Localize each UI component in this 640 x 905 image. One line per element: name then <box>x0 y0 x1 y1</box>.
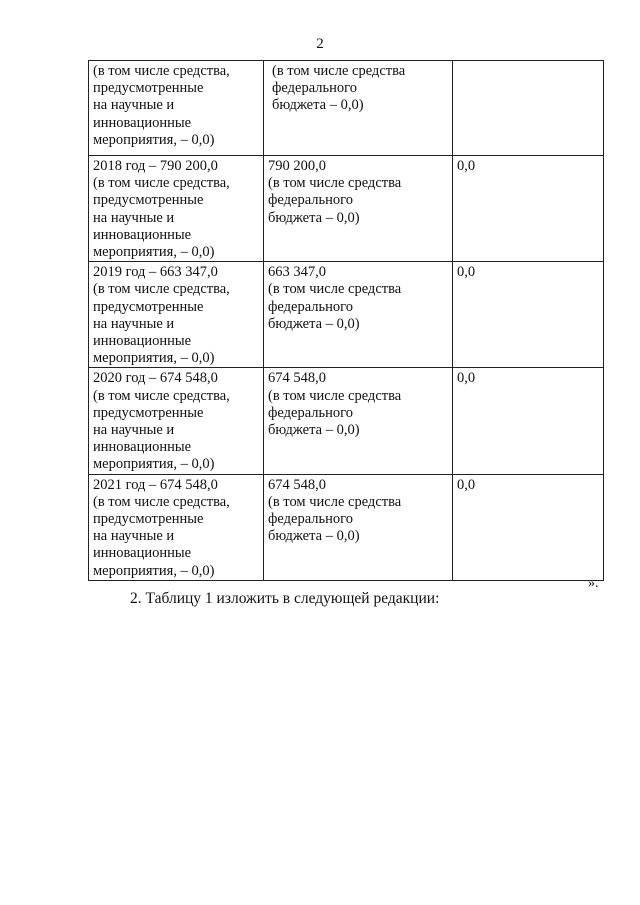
cell-line: (в том числе средства <box>268 175 402 192</box>
cell-line: на научные и <box>93 528 175 545</box>
cell-line: на научные и <box>93 97 175 114</box>
cell-line: на научные и <box>93 209 175 226</box>
cell-line: предусмотренные <box>93 298 204 315</box>
other-sources-cell <box>453 156 604 262</box>
total-amount-cell <box>89 368 264 474</box>
cell-line: предусмотренные <box>93 80 204 97</box>
cell-line: 0,0 <box>457 264 476 281</box>
table-row <box>89 368 604 474</box>
cell-line: 2021 год – 674 548,0 <box>93 476 218 493</box>
cell-line: мероприятия, – 0,0) <box>93 562 215 579</box>
federal-budget-cell <box>264 156 453 262</box>
table-row <box>89 262 604 368</box>
cell-line: (в том числе средства, <box>93 493 230 510</box>
cell-line: (в том числе средства, <box>93 175 230 192</box>
cell-line: предусмотренные <box>93 511 204 528</box>
other-sources-cell <box>453 61 604 156</box>
cell-line: 0,0 <box>457 370 476 387</box>
cell-line: бюджета – 0,0) <box>268 209 360 226</box>
cell-line: 2019 год – 663 347,0 <box>93 264 218 281</box>
total-amount-cell <box>89 474 264 580</box>
table-row <box>89 474 604 580</box>
cell-line: на научные и <box>93 315 175 332</box>
cell-line: инновационные <box>93 226 192 243</box>
federal-budget-cell <box>264 474 453 580</box>
table-row <box>89 156 604 262</box>
cell-line: 2020 год – 674 548,0 <box>93 370 218 387</box>
page-number: 2 <box>316 36 324 52</box>
cell-line: 0,0 <box>457 158 476 174</box>
cell-line: инновационные <box>93 333 192 350</box>
other-sources-cell <box>453 368 604 474</box>
cell-line: федерального <box>268 511 353 528</box>
other-sources-cell <box>453 474 604 580</box>
cell-line: мероприятия, – 0,0) <box>93 456 215 473</box>
funding-table-body <box>89 61 604 581</box>
cell-line: 674 548,0 <box>268 370 326 387</box>
cell-line: (в том числе средства <box>268 387 402 404</box>
cell-line: федерального <box>268 192 353 209</box>
cell-line: мероприятия, – 0,0) <box>93 350 215 367</box>
cell-line: бюджета – 0,0) <box>268 315 360 332</box>
federal-budget-cell <box>264 61 453 156</box>
cell-line: предусмотренные <box>93 404 204 421</box>
funding-table <box>88 60 604 581</box>
cell-line: инновационные <box>93 545 192 562</box>
cell-line: (в том числе средства <box>268 281 402 298</box>
cell-line: бюджета – 0,0) <box>268 528 360 545</box>
cell-line: мероприятия, – 0,0) <box>93 244 215 261</box>
cell-line: на научные и <box>93 422 175 439</box>
cell-line: 663 347,0 <box>268 264 326 281</box>
total-amount-cell <box>89 262 264 368</box>
total-amount-cell <box>89 156 264 262</box>
cell-line: федерального <box>268 404 353 421</box>
cell-line: (в том числе средства, <box>93 387 230 404</box>
cell-line: мероприятия, – 0,0) <box>93 131 215 148</box>
other-sources-cell <box>453 262 604 368</box>
cell-line: инновационные <box>93 114 192 131</box>
cell-line: предусмотренные <box>93 192 204 209</box>
cell-line: бюджета – 0,0) <box>272 97 364 114</box>
closing-quote: ». <box>588 576 599 591</box>
cell-line: (в том числе средства <box>272 63 406 79</box>
total-amount-cell <box>89 61 264 156</box>
cell-line: федерального <box>268 298 353 315</box>
cell-line: федерального <box>272 80 357 97</box>
cell-line: 2018 год – 790 200,0 <box>93 158 218 174</box>
federal-budget-cell <box>264 262 453 368</box>
cell-line: инновационные <box>93 439 192 456</box>
cell-line: 790 200,0 <box>268 158 326 174</box>
cell-line: 674 548,0 <box>268 476 326 493</box>
federal-budget-cell <box>264 368 453 474</box>
amendment-paragraph: 2. Таблицу 1 изложить в следующей редакции: <box>130 590 440 607</box>
cell-line: (в том числе средства, <box>93 281 230 298</box>
cell-line: (в том числе средства, <box>93 63 230 79</box>
cell-line: бюджета – 0,0) <box>268 422 360 439</box>
cell-line: (в том числе средства <box>268 493 402 510</box>
table-row <box>89 61 604 156</box>
cell-line: 0,0 <box>457 476 476 493</box>
